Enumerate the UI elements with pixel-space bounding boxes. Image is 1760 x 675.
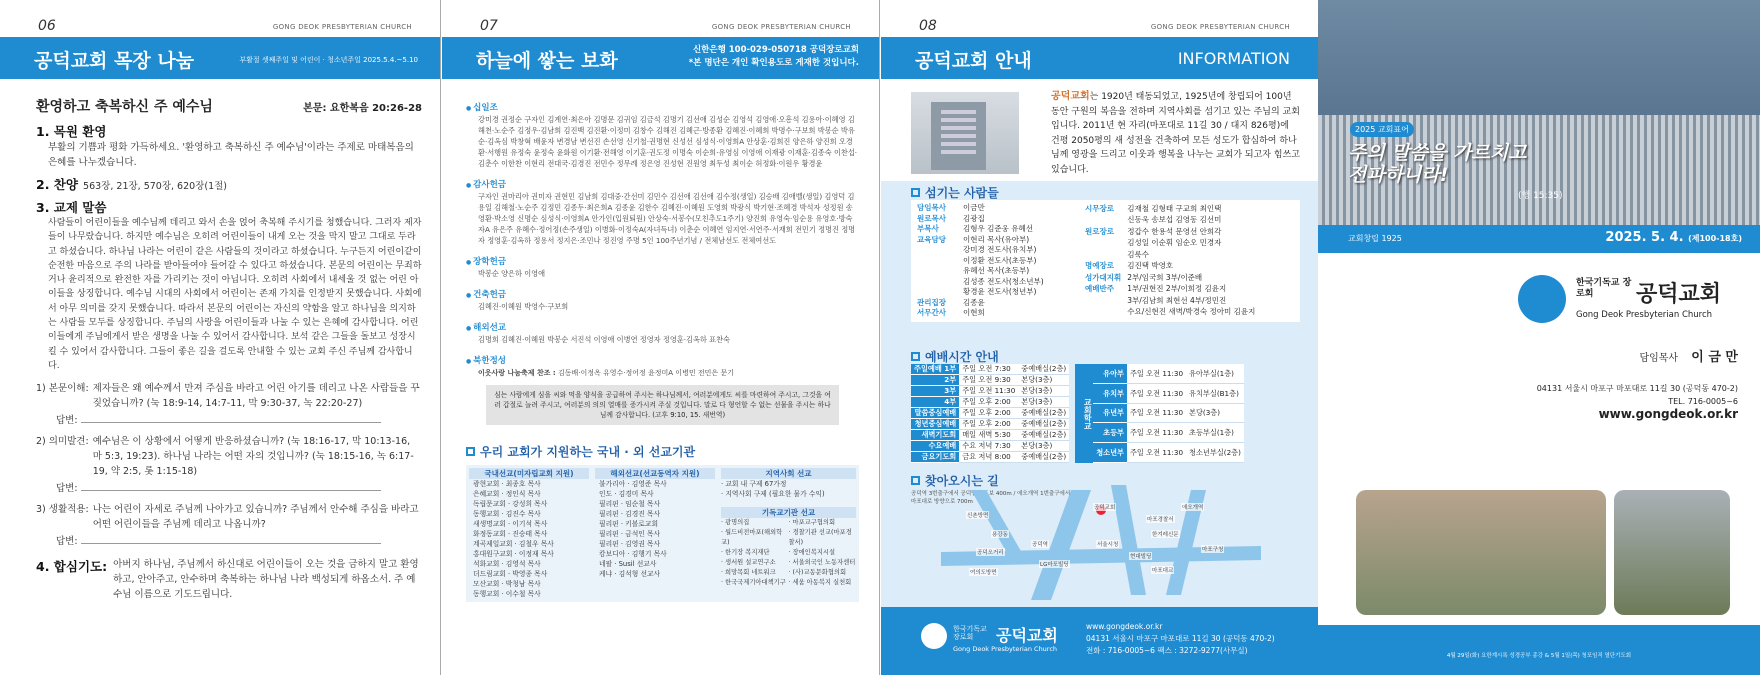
staff-names: 김성일 이순휘 임순오 민경자 <box>1127 238 1222 248</box>
staff-row <box>914 308 1074 319</box>
bulletin-date: 2025. 5. 4. <box>1605 230 1684 245</box>
worship-time: 주일 오후 2:00 <box>959 397 1018 408</box>
bullet-icon: ● <box>466 358 474 365</box>
mission-item: 케냐 · 김석형 선교사 <box>599 570 661 578</box>
mission-item: · 한기장 복지재단 <box>721 549 770 556</box>
mission-item: · 한국국제기아대책기구 <box>721 579 786 586</box>
staff-names: 김룩수 <box>1127 249 1149 259</box>
staff-row <box>1082 249 1258 261</box>
question-text: 나는 어린이 자세로 주님께 나아가고 있습니까? 주님께서 안수해 주심을 바라고 어떤 어린이들을 주님께 데리고 나옵니까? <box>92 504 419 531</box>
map-label: LG마포빌딩 <box>1040 562 1069 568</box>
section-heading: 3. 교제 말씀 <box>36 200 107 215</box>
staff-role <box>1082 295 1124 307</box>
worship-place: 본당(3층) <box>1018 441 1069 452</box>
mission-item: · 지역사회 구제 (필요한 물가 수익) <box>721 490 825 498</box>
worship-title: 예배시간 안내 <box>925 350 999 364</box>
worship-time: 주일 오전 7:30 <box>959 364 1018 375</box>
intro-text: 는 1920년 태동되었고, 1925년에 창립되어 100년 동안 구원의 복음을 전하며 지역사회를 섬기고 있는 주님의 교회입니다. 2011년 현 자리(마포대로 11길 30 / 대지 826평)에 건평 2050평의 새 성전을 건축하여 모든 성도가 합심하여 하나님께 영광을 드리고 이웃과 행복을 나누는 교회가 되고자 힘쓰고 있습니다. <box>1051 92 1300 175</box>
sermon-passage: 본문: 요한복음 20:26-28 <box>303 103 422 114</box>
missions-title <box>466 443 859 460</box>
staff-names: 3부/김남희 최현선 4부/정민진 <box>1127 295 1227 305</box>
mission-item: · 장애인복지시설 <box>788 549 836 556</box>
page-number: 06 <box>38 18 56 34</box>
offering-names: 구자인 권마리아 권미자 권현민 김남희 김대중·간선미 김민수 김선애 김선애 김수정(생일) 김승배 김애벨(생일) 김영덕 김용일 김해철·노순주 김정민 김종두·최은희A 김종윤 김한수 김혜진·이혜원 도영희 박광식 박기현·조혜경 박석자 성정원 송영환·박소영 신명순 심성식·이영희A 안가인(입원퇴원) 안상숙·서봉수(모친추도1주기) 양진희 유영숙·임순용 유영호·방숙자A 유은주 유혜수·정어정(손주생일) 이병화·이정숙A(자녀득녀) 이춘순 이혜연 임지연·서연주·서재희 전민기 정명진 정명자 정영훈·김옥하 정용서 정지은·조민나 정진영 주명 5인 100주년기념 / 전체남선도 전체여선도 <box>478 192 856 245</box>
bank-account: 신한은행 100-029-050718 공덕장로교회 <box>692 45 859 55</box>
intro-name: 공덕교회 <box>1051 91 1090 102</box>
staff-row <box>1082 261 1258 273</box>
worship-place: 중예배실(2층) <box>1018 419 1069 430</box>
mission-item: 필리핀 · 키볼로교회 <box>599 520 659 528</box>
offering-label: 해외선교 <box>473 323 507 333</box>
staff-role: 성가대지휘 <box>1085 272 1122 282</box>
worship-row <box>1093 383 1244 403</box>
staff-role <box>1082 307 1124 319</box>
mission-item: 동행교회 · 이수철 목사 <box>473 590 541 598</box>
answer-label: 답변: <box>56 483 78 495</box>
missions-title-text: 우리 교회가 지원하는 국내 · 외 선교기관 <box>480 445 696 459</box>
title-bar <box>881 37 1318 79</box>
mission-item: 더드림교회 · 박영종 목사 <box>473 570 548 578</box>
worship-name: 유아부 <box>1093 364 1127 383</box>
foreign-missions-list <box>595 479 715 579</box>
mission-item: 동행교회 · 김진수 목사 <box>473 510 541 518</box>
worship-time: 금요 저녁 8:00 <box>959 452 1018 463</box>
footer-name: 공덕교회 <box>996 626 1058 645</box>
worship-time: 주일 오전 11:30 <box>1127 423 1186 443</box>
mission-item: 은혜교회 · 정인식 목사 <box>473 490 541 498</box>
section-heading: 1. 목원 환영 <box>36 124 107 139</box>
domestic-missions-list <box>469 479 589 599</box>
section-title <box>911 348 999 365</box>
worship-row <box>911 430 1069 441</box>
staff-names: 이현리 목사(유아부) <box>963 234 1030 244</box>
worship-place: 중예배실(2층) <box>1018 452 1069 463</box>
offering-label: 북한정성 <box>473 356 507 366</box>
worship-time: 주일 오전 9:30 <box>959 375 1018 386</box>
regional-missions-list <box>721 479 856 499</box>
question-text: 제자들은 왜 예수께서 만져 주심을 바라고 어린 아기를 데리고 나온 사람들을 꾸짖었습니까? (눅 18:9-14, 14:7-11, 막 9:30-37, 녹 22:20-27) <box>92 383 420 410</box>
offering-category <box>466 95 859 114</box>
staff-names: 수요/신현진 새벽/박경숙 정아미 김윤지 <box>1127 307 1256 317</box>
mission-item: · (사)교동문화협의회 <box>788 569 847 576</box>
mission-item: 홍대원구교회 · 이정재 목사 <box>473 550 554 558</box>
map-label: 마포대교 <box>1152 568 1174 574</box>
page-title: 하늘에 쌓는 보화 <box>476 50 618 72</box>
offering-category <box>466 172 859 191</box>
answer-line[interactable] <box>81 481 381 491</box>
answer-line[interactable] <box>81 534 381 544</box>
worship-row <box>911 375 1069 386</box>
staff-role <box>914 287 960 298</box>
worship-left <box>911 364 1069 463</box>
prayer <box>36 557 422 602</box>
worship-place: 본당(3층) <box>1018 375 1069 386</box>
staff-role <box>914 245 960 256</box>
worship-time: 주일 오후 2:00 <box>959 419 1018 430</box>
offering-category <box>466 315 859 334</box>
staff-names: 강미경 전도사(유치부) <box>963 245 1037 254</box>
page-title: 공덕교회 목장 나눔 <box>34 50 195 72</box>
staff-role: 담임목사 <box>917 203 946 212</box>
offering-category <box>466 282 859 301</box>
worship-row <box>911 397 1069 408</box>
staff-names: 이금만 <box>963 203 985 212</box>
offering-list <box>466 95 859 367</box>
mission-item: 계곡제일교회 · 김철우 목사 <box>473 540 554 548</box>
church-name: 공덕교회 <box>1636 282 1722 307</box>
staff-role: 명예장로 <box>1085 261 1114 271</box>
mission-item: · 월드비전마포(해외학교) <box>721 529 783 546</box>
worship-row <box>1093 364 1244 383</box>
staff-role: 부목사 <box>917 224 939 233</box>
worship-right <box>1093 364 1244 463</box>
staff-row <box>914 287 1074 298</box>
staff-names: 정갑수 한용석 문영선 안희각 <box>1127 226 1222 236</box>
mission-item: · 서울외국인 노동자센터 <box>788 559 856 566</box>
org-missions-list <box>721 518 856 588</box>
staff-role: 시무장로 <box>1085 203 1114 213</box>
mission-item: 인도 · 김경미 목사 <box>599 490 654 498</box>
col-title: 해외선교(선교동역자 지원) <box>595 468 715 479</box>
event-photo <box>1356 490 1606 615</box>
title-subtitle: 부활절 셋째주일 및 어린이 · 청소년주일 2025.5.4.~5.10 <box>239 56 418 64</box>
staff-role <box>914 277 960 288</box>
worship-place: 유아부실(1층) <box>1186 364 1244 383</box>
mission-item: · 세움 아동복지 실천회 <box>788 579 852 586</box>
offering-names: 강미경 권정순 구자인 김계연·최은아 김명문 김귀임 김금석 김명기 김선애 김성순 김영석 김영애·오흥석 김용아·이혜영 김해천·노순주 김정우·김남희 김진백 김진환·이정미 김창수 김해진 김혜근·방종환 김혜진·이혜희 박명수·구보희 박봉순 박유순·김옥심 박창혁 배윤자 변경남 변선진 손선영 신기철·권명현 신성선 심성식·이영희A 안상훈·김희진 양은하 양진희 오경환·서행원 유정숙 윤정숙 윤화원 이기환·전해영 이기훈·권도정 이명숙 이순희·유영심 이영애 이재광 이재훈·김종숙 이찬섭·김춘수 이한찬 이현리 전대국·김경진 전민수 정무례 정은영 진성현 진원영 최두성 최이순 허정화·이원우 황경윤 <box>478 115 858 168</box>
mission-item: 네팔 · Susil 선교사 <box>599 560 657 568</box>
worship-name: 유년부 <box>1093 403 1127 423</box>
offering-label: 십일조 <box>473 103 498 113</box>
mission-item: 모산교회 · 박청남 목사 <box>473 580 541 588</box>
sermon-title: 환영하고 축복하신 주 예수님 <box>36 99 213 115</box>
front-cover <box>1318 0 1760 675</box>
mission-item: · 희망목회 네트워크 <box>721 569 776 576</box>
mission-item: 광현교회 · 최종호 목사 <box>473 480 541 488</box>
map-label: 애오개역 <box>1182 505 1204 511</box>
staff-names: 김종윤 <box>963 297 985 307</box>
congregation-photo <box>1318 0 1760 225</box>
staff-row <box>914 256 1074 267</box>
hymn-list: 563장, 21장, 570장, 620장(1절) <box>83 181 227 192</box>
footer-eng: Gong Deok Presbyterian Church <box>953 645 1058 653</box>
col-title: 기독교기관 선교 <box>721 507 856 518</box>
page-07 <box>442 0 880 675</box>
title-bar <box>0 37 440 79</box>
people-left <box>914 203 1074 319</box>
question-2 <box>36 434 422 479</box>
worship-row <box>1093 403 1244 423</box>
pastor-label: 담임목사 <box>1639 353 1679 364</box>
offering-label: 장학헌금 <box>473 257 507 267</box>
footer-url[interactable]: www.gongdeok.or.kr <box>1086 622 1163 631</box>
question-1 <box>36 381 422 411</box>
col-title: 국내선교(미자립교회 지원) <box>469 468 589 479</box>
staff-names: 황경윤 전도사(청년부) <box>963 287 1037 296</box>
map-label: 서울시청 <box>1097 542 1119 548</box>
worship-time: 주일 오후 2:00 <box>959 408 1018 419</box>
worship-name: 수요예배 <box>911 441 959 452</box>
issue-number: (제100-18호) <box>1688 234 1742 243</box>
worship-name: 금요기도회 <box>911 452 959 463</box>
staff-row <box>914 298 1074 309</box>
staff-names: 김성종 전도사(청소년부) <box>963 276 1044 286</box>
question-label: 2) 의미발견: <box>36 436 89 448</box>
mission-item: 필리핀 · 금석인 목사 <box>599 530 661 538</box>
offering-category <box>466 348 859 367</box>
answer-label: 답변: <box>56 415 78 427</box>
bullet-icon: ● <box>466 105 474 112</box>
map-title: 찾아오시는 길 <box>925 474 999 488</box>
worship-time: 수요 저녁 7:30 <box>959 441 1018 452</box>
church-logo-icon <box>921 623 947 649</box>
staff-row <box>1082 226 1258 238</box>
mission-item: 불가리아 · 김영준 목사 <box>599 480 667 488</box>
question-label: 3) 생활적용: <box>36 504 89 516</box>
worship-name: 2부 <box>911 375 959 386</box>
worship-row <box>911 419 1069 430</box>
event-photo <box>1614 490 1730 615</box>
banner-badge: 2025 교회표어 <box>1350 122 1414 137</box>
worship-name: 청년중심예배 <box>911 419 959 430</box>
staff-row <box>914 214 1074 225</box>
offering-names: 김명희 김혜진·이혜원 박봉순 서진석 이영애 이병연 정영자 정영훈·김옥하 표찬숙 <box>478 335 730 344</box>
church-intro <box>1051 90 1300 177</box>
mission-item: 필리핀 · 김영권 목사 <box>599 540 661 548</box>
mission-item: 석화교회 · 김영석 목사 <box>473 560 541 568</box>
telephone: TEL. 716-0005~6 <box>1668 397 1738 406</box>
offering-names: 박봉순 양은하 이영애 <box>478 269 546 278</box>
col-title: 지역사회 선교 <box>721 468 856 479</box>
worship-time: 주일 오전 11:30 <box>1127 443 1186 463</box>
scripture-verse: 심는 사람에게 심을 씨와 먹을 양식을 공급하여 주시는 하나님께서, 여러분에게도 씨를 마련하여 주시고, 그것을 여러 갑절로 늘려 주시고, 여러분의 의의 열매를 증가시켜 주실 것입니다. 말로 다 형언할 수 없는 선물을 주시는 하나님께 감사합니다. (고후 9:10, 15. 새번역) <box>486 385 839 425</box>
map-notes: 공덕역 3번출구에서 공덕방향 도보 400m / 애오개역 1번출구에서 마포대로 방향으로 700m <box>911 491 1071 505</box>
mission-item: 독립문교회 · 강성희 목사 <box>473 500 548 508</box>
worship-name: 초등부 <box>1093 423 1127 443</box>
staff-role <box>1082 249 1124 261</box>
people-table <box>911 200 1300 322</box>
staff-row <box>1082 203 1258 215</box>
worship-name: 주일예배 1부 <box>911 364 959 375</box>
worship-row <box>1093 423 1244 443</box>
people-title: 섬기는 사람들 <box>925 186 999 200</box>
footer-tel: 전화 : 716-0005~6 팩스 : 3272-9277(사무실) <box>1086 646 1248 655</box>
website[interactable]: www.gongdeok.or.kr <box>1598 407 1738 421</box>
bullet-icon: ● <box>466 182 474 189</box>
church-building-photo <box>911 92 1019 174</box>
page-08 <box>881 0 1318 675</box>
worship-time: 매일 새벽 5:30 <box>959 430 1018 441</box>
staff-names: 2부/임국희 3부/이준배 <box>1127 272 1203 282</box>
offering-names: 김동배·이정옥 유영수·정어정 윤정미A 이병민 전민은 문기 <box>557 369 734 377</box>
staff-row <box>1082 215 1258 227</box>
org-name: 한국기독교 장로회 <box>1576 278 1632 299</box>
date-bar <box>1318 225 1760 253</box>
staff-row <box>914 266 1074 277</box>
bullet-icon: ● <box>466 325 474 332</box>
staff-role <box>914 266 960 277</box>
staff-role <box>1082 215 1124 227</box>
info-label: INFORMATION <box>1177 49 1290 68</box>
staff-role <box>1082 238 1124 250</box>
mission-item: · 광명의집 <box>721 519 750 526</box>
founded: 교회창립 1925 <box>1348 234 1402 243</box>
title-bar <box>442 37 879 79</box>
worship-name: 4부 <box>911 397 959 408</box>
people-right <box>1082 203 1258 319</box>
worship-row <box>1093 443 1244 463</box>
worship-name: 3부 <box>911 386 959 397</box>
staff-names: 1부/권현진 2부/이희정 김윤지 <box>1127 284 1227 294</box>
church-header: GONG DEOK PRESBYTERIAN CHURCH <box>1150 23 1290 31</box>
offering-label: 건축헌금 <box>473 290 507 300</box>
worship-place: 중예배실(2층) <box>1018 430 1069 441</box>
worship-row <box>911 408 1069 419</box>
section-title <box>911 184 999 201</box>
mission-item: · 생서원 설교연구소 <box>721 559 776 566</box>
offering-names: 김혜진·이혜원 박영수·구보희 <box>478 302 569 311</box>
worship-time: 주일 오전 11:30 <box>1127 364 1186 383</box>
mission-item: 새생명교회 · 이기석 목사 <box>473 520 548 528</box>
section-heading: 4. 합심기도: <box>36 559 108 575</box>
pastor-name: 이 금 만 <box>1691 350 1738 365</box>
worship-time: 주일 오전 11:30 <box>1127 403 1186 423</box>
worship-place: 본당(3층) <box>1186 403 1244 423</box>
staff-role: 교육담당 <box>917 234 946 244</box>
page-06 <box>0 0 441 675</box>
worship-place: 본당(3층) <box>1018 397 1069 408</box>
staff-names: 김광집 <box>963 213 985 223</box>
staff-row <box>1082 238 1258 250</box>
church-header: GONG DEOK PRESBYTERIAN CHURCH <box>711 23 851 31</box>
church-logo-icon <box>1518 275 1566 323</box>
mission-item: · 마포교구협의회 <box>788 519 836 526</box>
map-label: 용강동 <box>992 532 1008 538</box>
worship-name: 말씀중심예배 <box>911 408 959 419</box>
address: 04131 서울시 마포구 마포대로 11길 30 (공덕동 470-2) <box>1536 384 1738 393</box>
worship-place: 중예배실(2층) <box>1018 408 1069 419</box>
mission-item: 캄보디아 · 김행기 목사 <box>599 550 667 558</box>
offering-category <box>466 249 859 268</box>
question-3 <box>36 502 422 532</box>
worship-row <box>911 386 1069 397</box>
page-number: 08 <box>919 18 937 34</box>
section-heading: 2. 찬양 <box>36 177 78 192</box>
answer-label: 답변: <box>56 536 78 548</box>
map-label: 공덕오거리 <box>977 550 1004 556</box>
church-name-eng: Gong Deok Presbyterian Church <box>1576 310 1713 320</box>
map-label: 현대빌딩 <box>1130 554 1152 560</box>
worship-row <box>911 452 1069 463</box>
bank-note: *본 명단은 개인 확인용도로 게재한 것입니다. <box>688 58 859 68</box>
page-title: 공덕교회 안내 <box>915 50 1032 72</box>
question-label: 1) 본문이해: <box>36 383 89 395</box>
staff-row <box>914 224 1074 235</box>
staff-role: 원로목사 <box>917 213 946 223</box>
mission-item: 화정동교회 · 진승태 목사 <box>473 530 548 538</box>
page-number: 07 <box>480 18 498 34</box>
mission-item: · 경찰기관 선교(마포경찰서) <box>788 529 852 546</box>
bullet-icon: ● <box>466 259 474 266</box>
staff-row <box>1082 272 1258 284</box>
staff-role <box>914 256 960 267</box>
staff-names: 김재철 김형태 구교희 최인택 <box>1127 203 1222 213</box>
prayer-text: 아버지 하나님, 주님께서 하신대로 어린이들이 오는 것을 금하지 말고 환영하고, 안아주고, 안수하며 축복하는 하나님 나라 백성되게 하옵소서. 주 예수님 이름으로 기도드립니다. <box>113 559 419 601</box>
staff-role: 예배반주 <box>1085 284 1114 294</box>
offering-label: 감사헌금 <box>473 180 507 190</box>
staff-names: 이현희 <box>963 308 985 317</box>
mission-item: · 교회 내 구제 67가정 <box>721 480 787 488</box>
section-text: 부활의 기쁨과 평화 가득하세요. '환영하고 축복하신 주 예수님'이라는 주제로 마태복음의 은혜를 나누겠습니다. <box>48 142 414 168</box>
worship-place: 중예배실(2층) <box>1018 364 1069 375</box>
worship-time: 주일 오전 11:30 <box>1127 383 1186 403</box>
staff-row <box>914 235 1074 246</box>
worship-table <box>911 364 1300 463</box>
worship-place: 청소년부실(2층) <box>1186 443 1244 463</box>
map-label: 마포구청 <box>1202 547 1224 553</box>
worship-name: 유치부 <box>1093 383 1127 403</box>
section-text: 사람들이 어린이들을 예수님께 데리고 와서 손을 얹어 축복해 주시기를 청했습니다. 그러자 제자들이 나무랐습니다. 하지만 예수님은 오히려 어린이들이 내게 오는 것을 막지 말고 그대로 두라고 하셨습니다. 하나님 나라는 어린이 같은 사람들의 것이라고 하셨습니다. 누구든지 어린이같이 순전한 마음으로 주의 나라를 받아들여야 들어갈 수 있다고 하셨습니다. 본문의 어린이는 무죄하거나 윤리적으로 완전한 자를 가리키는 것이 아닙니다. 오히려 사회에서 내세울 것 없는 어린 아이들을 상징합니다. 예수님 시대의 사회에서 어린이는 존재 가치를 인정받지 못했습니다. 사회에서 아무 의미를 갖지 못했습니다. 따라서 본문의 어린이는 자신의 약함을 알고 하나님을 의지하는 사람들 모두를 상징합니다. 주님의 사랑을 어린이들과 나눌 수 있는 은혜에 감사합니다. 어린이들에게 주님에게서 받은 생명을 나눌 수 있어서 감사합니다. 보석 같은 그들을 돌보고 성장시킬 수 있어서 감사합니다. 그들이 좋은 길을 걸도록 안내할 수 있는 교회 주신 주님께 감사합니다. <box>48 218 422 371</box>
map-label: 마포경찰서 <box>1147 517 1174 523</box>
church-header: GONG DEOK PRESBYTERIAN CHURCH <box>272 23 412 31</box>
mission-item: 필리핀 · 임순철 목사 <box>599 500 661 508</box>
map-label: 공덕교회 <box>1094 505 1116 511</box>
worship-name: 청소년부 <box>1093 443 1127 463</box>
question-text: 예수님은 이 상황에서 어떻게 반응하셨습니까? (눅 18:16-17, 막 10:13-16, 마 5:3, 19:23). 하나님 나라는 어떤 자의 것입니까? (눅 18:15-16, 녹 6:17-19, 약 2:5, 롯 1:15-18) <box>92 436 414 478</box>
map-label: 공덕역 <box>1032 542 1048 548</box>
worship-name: 새벽기도회 <box>911 430 959 441</box>
staff-names: 신동욱 송보섭 김영동 김선미 <box>1127 215 1222 225</box>
staff-role: 서무간사 <box>917 308 946 317</box>
banner-text: 주의 말씀을 가르치고 전파하니라! <box>1348 142 1527 186</box>
staff-row <box>1082 307 1258 319</box>
staff-role: 원로장로 <box>1085 226 1114 236</box>
staff-row <box>1082 284 1258 296</box>
worship-time: 주일 오전 11:30 <box>959 386 1018 397</box>
map-label: 여의도방면 <box>970 570 997 576</box>
staff-names: 김진택 박영호 <box>1127 261 1174 271</box>
staff-row <box>914 203 1074 214</box>
footer <box>881 607 1318 675</box>
map-label: 한겨레신문 <box>1152 532 1179 538</box>
map-label: 신촌방면 <box>967 513 989 519</box>
staff-row <box>1082 295 1258 307</box>
staff-names: 유혜선 목사(초등부) <box>963 266 1030 275</box>
worship-row <box>911 441 1069 452</box>
worship-row <box>911 364 1069 375</box>
edu-label: 교회학교 <box>1075 364 1093 463</box>
worship-place: 유치부실(B1층) <box>1186 383 1244 403</box>
worship-place: 본당(3층) <box>1018 386 1069 397</box>
staff-names: 김형우 김준웅 유혜선 <box>963 224 1033 233</box>
staff-names: 이정환 전도사(초등부) <box>963 255 1037 265</box>
footer-addr: 04131 서울시 마포구 마포대로 11길 30 (공덕동 470-2) <box>1086 634 1275 643</box>
answer-line[interactable] <box>81 413 381 423</box>
photo-caption: 4월 29일(화) 요한계시록 성경공부 종강 & 5월 1일(목) 청포임직 열단기도회 <box>1318 625 1760 675</box>
staff-role: 관리집장 <box>917 297 946 307</box>
banner-ref: (행 15:35) <box>1518 191 1563 201</box>
staff-row <box>914 277 1074 288</box>
footer-org: 한국기독교 장로회 <box>953 625 987 641</box>
missions-table <box>466 465 859 602</box>
worship-place: 초등부실(1층) <box>1186 423 1244 443</box>
mission-item: 필리핀 · 김경진 목사 <box>599 510 661 518</box>
staff-row <box>914 245 1074 256</box>
bullet-icon: ● <box>466 292 474 299</box>
offering-label: 이웃사랑 나눔축제 찬조 : <box>478 369 556 377</box>
